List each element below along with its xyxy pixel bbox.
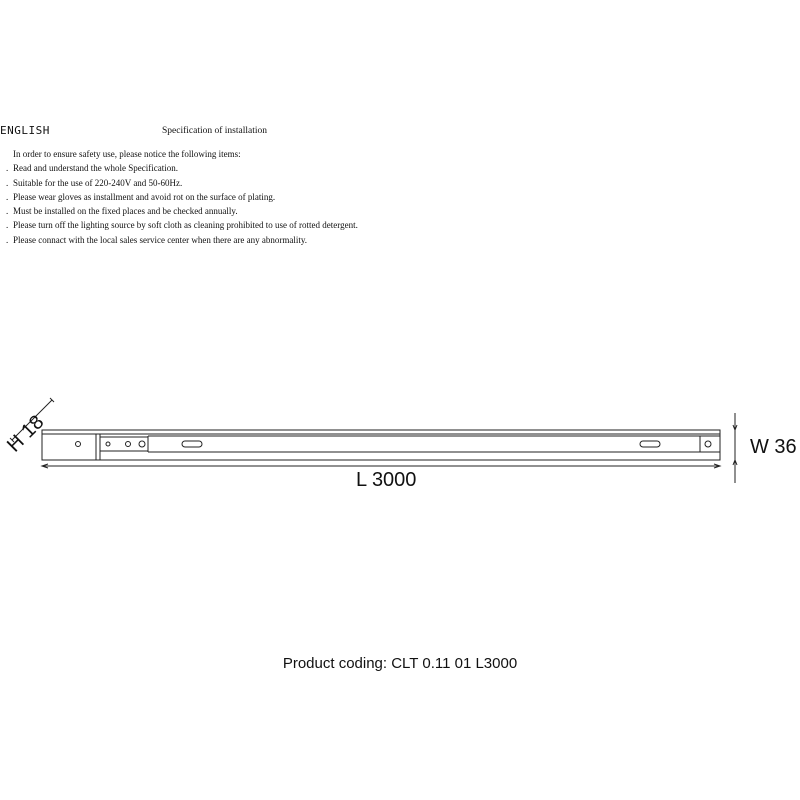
length-dimension: L 3000 bbox=[356, 469, 417, 491]
safety-notes bbox=[6, 147, 358, 247]
mounting-slot bbox=[640, 441, 660, 447]
end-connector bbox=[100, 437, 148, 451]
height-dimension: H 18 bbox=[3, 411, 49, 457]
width-dimension: W 36 bbox=[750, 436, 797, 458]
note-item: . Please connact with the local sales service center when there are any abnormality. bbox=[6, 233, 358, 247]
note-item: . Read and understand the whole Specification. bbox=[6, 161, 358, 175]
note-item: . Please turn off the lighting source by soft cloth as cleaning prohibited to use of rotted detergent. bbox=[6, 218, 358, 232]
note-item: . Please wear gloves as installment and avoid rot on the surface of plating. bbox=[6, 190, 358, 204]
product-coding: Product coding: CLT 0.11 01 L3000 bbox=[282, 655, 518, 672]
note-item: . Must be installed on the fixed places and be checked annually. bbox=[6, 204, 358, 218]
note-item: . Suitable for the use of 220-240V and 50-60Hz. bbox=[6, 176, 358, 190]
spec-title: Specification of installation bbox=[162, 126, 268, 136]
notes-intro: In order to ensure safety use, please notice the following items: bbox=[13, 149, 241, 159]
mounting-slot bbox=[182, 441, 202, 447]
language-label: ENGLISH bbox=[0, 124, 50, 137]
